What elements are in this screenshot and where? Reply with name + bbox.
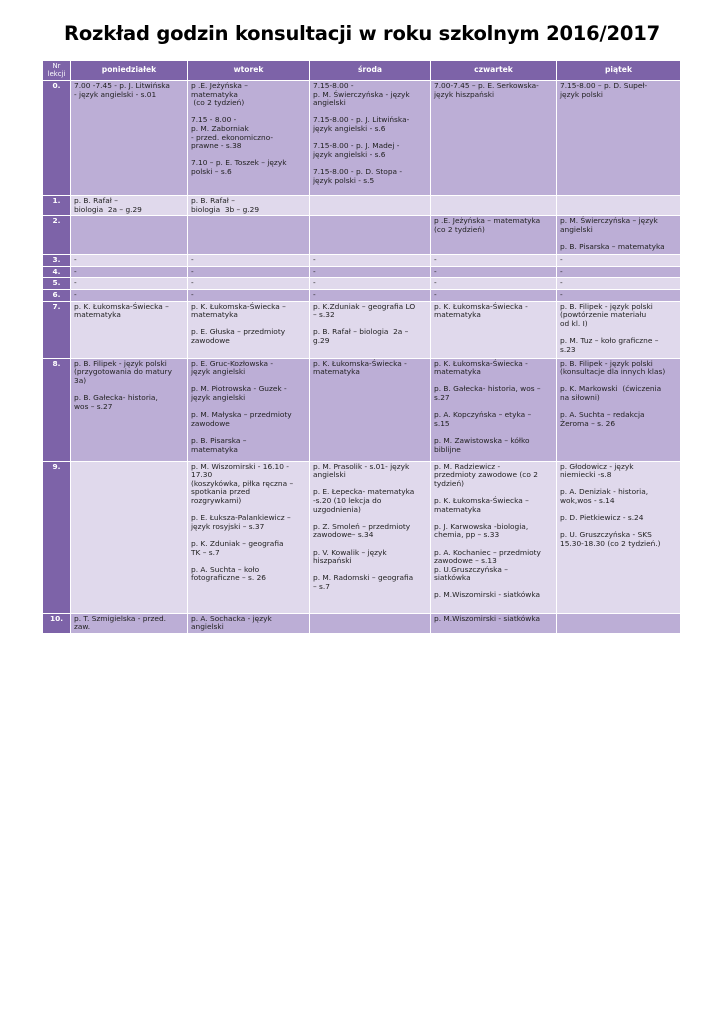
- header-day-thursday: czwartek: [431, 61, 557, 81]
- consultation-text-line: p. A. Kochaniec – przedmioty: [434, 547, 541, 557]
- schedule-row: [43, 461, 681, 613]
- consultation-cell-monday: [71, 613, 188, 633]
- consultation-text-line: -: [191, 278, 194, 288]
- consultation-cell-friday: [557, 278, 681, 290]
- consultation-text-line: na siłowni): [560, 392, 600, 402]
- consultation-text-line: wos – s.27: [74, 401, 113, 411]
- consultation-text-line: p. B. Gałecka- historia, wos –: [434, 384, 541, 394]
- consultation-cell-monday: [71, 216, 188, 255]
- lesson-number: 10.: [43, 613, 71, 633]
- consultation-text-line: -: [560, 266, 563, 276]
- consultation-text-line: (koszykówka, piłka ręczna –: [191, 478, 294, 488]
- consultation-cell-friday: [557, 266, 681, 278]
- consultation-cell-tuesday: [188, 81, 310, 196]
- consultation-text-line: hiszpański: [313, 556, 352, 566]
- consultation-cell-tuesday: [188, 358, 310, 461]
- consultation-text-line: p. M. Zaborniak: [191, 123, 249, 133]
- consultation-text-line: - język angielski - s.01: [74, 89, 157, 99]
- consultation-text-line: matematyka: [191, 444, 238, 454]
- consultation-cell-friday: [557, 358, 681, 461]
- consultation-text-line: p. B. Filipek - język polski: [560, 358, 653, 368]
- lesson-number: 1.: [43, 196, 71, 216]
- consultation-text-line: 7.15-8.00 - p. J. Madej -: [313, 141, 400, 151]
- consultation-text-line: p. T. Szmigielska - przed.: [74, 613, 166, 623]
- consultation-text-line: p. M. Świerczyńska - język: [313, 89, 410, 99]
- consultation-text-line: rozgrywkami): [191, 495, 242, 505]
- consultation-text-line: język rosyjski – s.37: [191, 521, 265, 531]
- consultation-text-line: p. B. Pisarska – matematyka: [560, 241, 665, 251]
- consultation-text-line: - przed. ekonomiczno-: [191, 132, 274, 142]
- consultation-text-line: p. B. Rafał –: [191, 196, 235, 205]
- consultation-text-line: fotograficzne – s. 26: [191, 573, 266, 583]
- consultation-text-line: -: [74, 255, 77, 265]
- lesson-number: 0.: [43, 81, 71, 196]
- consultation-text-line: p. M.Wiszomirski - siatkówka: [434, 613, 540, 623]
- consultation-text-line: angielski: [313, 98, 346, 108]
- consultation-text-line: 7.15-8.00 - p. J. Litwińska-: [313, 115, 410, 125]
- consultation-cell-wednesday: [310, 196, 431, 216]
- consultation-text-line: język angielski - s.6: [313, 123, 386, 133]
- consultation-text-line: p. Głodowicz - język: [560, 461, 634, 471]
- consultation-text-line: p. U.Gruszczyńska –: [434, 564, 508, 574]
- consultation-cell-tuesday: [188, 613, 310, 633]
- consultation-text-line: zawodowe– s.34: [313, 530, 374, 540]
- consultation-text-line: -: [434, 255, 437, 265]
- consultation-text-line: (co 2 tydzień): [191, 98, 245, 108]
- consultation-text-line: zawodowe – s.13: [434, 556, 497, 566]
- consultation-text-line: p. D. Pietkiewicz - s.24: [560, 513, 644, 523]
- consultation-text-line: 7.15 - 8.00 -: [191, 115, 237, 125]
- consultation-text-line: matematyka: [191, 310, 238, 320]
- consultation-cell-friday: [557, 289, 681, 301]
- consultation-text-line: – s.32: [313, 310, 335, 320]
- consultation-text-line: p. E. Łuksza-Palankiewicz –: [191, 513, 291, 523]
- consultation-cell-wednesday: [310, 358, 431, 461]
- consultation-text-line: angielski: [313, 470, 346, 480]
- header-day-tuesday: wtorek: [188, 61, 310, 81]
- consultation-cell-thursday: [431, 216, 557, 255]
- schedule-row: [43, 358, 681, 461]
- consultation-text-line: język polski: [560, 89, 603, 99]
- consultation-text-line: p. B. Rafał –: [74, 196, 118, 205]
- consultation-text-line: -: [434, 266, 437, 276]
- consultation-text-line: język polski - s.5: [313, 175, 375, 185]
- consultation-cell-wednesday: [310, 301, 431, 358]
- consultation-text-line: p. K. Markowski (ćwiczenia: [560, 384, 662, 394]
- consultation-text-line: -: [560, 278, 563, 288]
- schedule-body: [43, 81, 681, 634]
- consultation-text-line: -: [434, 289, 437, 299]
- consultation-text-line: p. M. Radomski – geografia: [313, 573, 414, 583]
- consultation-text-line: p. M. Wiszomirski - 16.10 -: [191, 461, 289, 471]
- consultation-text-line: -: [313, 289, 316, 299]
- consultation-text-line: p. V. Kowalik – język: [313, 547, 387, 557]
- consultation-text-line: p. K. Łukomska-Świecka –: [434, 495, 529, 505]
- schedule-row: [43, 278, 681, 290]
- consultation-cell-monday: [71, 278, 188, 290]
- consultation-text-line: niemiecki -s.8: [560, 470, 612, 480]
- consultation-cell-thursday: [431, 301, 557, 358]
- schedule-row: [43, 613, 681, 633]
- consultation-cell-monday: [71, 289, 188, 301]
- consultation-text-line: p. M. Zawistowska – kółko: [434, 435, 530, 445]
- consultation-text-line: p. J. Karwowska -biologia,: [434, 521, 529, 531]
- consultation-text-line: (konsultacje dla innych klas): [560, 367, 666, 377]
- consultation-cell-thursday: [431, 196, 557, 216]
- consultation-text-line: TK – s.7: [191, 547, 220, 557]
- consultation-text-line: matematyka: [434, 504, 481, 514]
- page-title: Rozkład godzin konsultacji w roku szkolnym 2016/2017: [64, 22, 660, 45]
- consultation-text-line: p. U. Gruszczyńska - SKS: [560, 530, 652, 540]
- consultation-text-line: p. K. Łukomska-Świecka -: [434, 358, 528, 368]
- consultation-cell-friday: [557, 613, 681, 633]
- lesson-number: 7.: [43, 301, 71, 358]
- consultation-text-line: -: [313, 278, 316, 288]
- consultation-text-line: p .E. Jeżyńska –: [191, 81, 248, 90]
- schedule-row: [43, 255, 681, 267]
- consultation-text-line: zawodowe: [191, 335, 230, 345]
- consultation-text-line: -: [74, 278, 77, 288]
- consultation-text-line: -: [74, 266, 77, 276]
- consultation-text-line: p. B. Filipek - język polski: [560, 301, 653, 311]
- consultation-text-line: g.29: [313, 335, 330, 345]
- consultation-cell-friday: [557, 301, 681, 358]
- consultation-text-line: 7.10 – p. E. Toszek – język: [191, 158, 287, 168]
- consultation-text-line: -: [313, 255, 316, 265]
- consultation-cell-tuesday: [188, 278, 310, 290]
- consultation-text-line: zaw.: [74, 622, 91, 632]
- consultation-cell-thursday: [431, 461, 557, 613]
- consultation-text-line: -: [560, 255, 563, 265]
- consultation-text-line: polski – s.6: [191, 166, 232, 176]
- consultation-cell-tuesday: [188, 255, 310, 267]
- consultation-cell-wednesday: [310, 289, 431, 301]
- consultation-cell-thursday: [431, 278, 557, 290]
- consultation-text-line: -s.20 (10 lekcja do: [313, 495, 382, 505]
- consultation-text-line: matematyka: [313, 367, 360, 377]
- consultation-cell-monday: [71, 301, 188, 358]
- consultation-text-line: matematyka: [434, 310, 481, 320]
- consultation-cell-thursday: [431, 358, 557, 461]
- consultation-text-line: 7.15-8.00 - p. D. Stopa -: [313, 166, 403, 176]
- consultation-cell-monday: [71, 266, 188, 278]
- consultation-text-line: biblijne: [434, 444, 461, 454]
- consultation-cell-wednesday: [310, 216, 431, 255]
- consultation-cell-tuesday: [188, 196, 310, 216]
- consultation-text-line: 7.00 -7.45 - p. J. Litwińska: [74, 81, 170, 90]
- consultation-cell-monday: [71, 196, 188, 216]
- consultation-text-line: -: [191, 266, 194, 276]
- consultation-text-line: p. M. Piotrowska - Guzek -: [191, 384, 287, 394]
- schedule-row: [43, 196, 681, 216]
- consultation-text-line: angielski: [191, 622, 224, 632]
- consultation-text-line: p. B. Filipek - język polski: [74, 358, 167, 368]
- consultation-text-line: zawodowe: [191, 418, 230, 428]
- consultation-text-line: 3a): [74, 375, 87, 385]
- consultation-text-line: -: [434, 278, 437, 288]
- consultation-text-line: (przygotowania do matury: [74, 367, 172, 377]
- consultation-text-line: p. M. Prasolik - s.01- język: [313, 461, 410, 471]
- consultation-cell-thursday: [431, 613, 557, 633]
- consultation-text-line: p. B. Pisarska –: [191, 435, 247, 445]
- consultation-text-line: p. M.Wiszomirski - siatkówka: [434, 590, 540, 600]
- consultation-cell-wednesday: [310, 613, 431, 633]
- consultation-text-line: uzgodnienia): [313, 504, 361, 514]
- consultation-cell-tuesday: [188, 301, 310, 358]
- consultation-text-line: -: [191, 289, 194, 299]
- schedule-row: [43, 289, 681, 301]
- consultation-text-line: p. M. Świerczyńska – język: [560, 216, 658, 226]
- consultation-text-line: 15.30-18.30 (co 2 tydzień.): [560, 538, 661, 548]
- consultation-text-line: p. B. Rafał – biologia 2a –: [313, 327, 409, 337]
- lesson-number: 5.: [43, 278, 71, 290]
- consultation-text-line: 7.00-7.45 – p. E. Serkowska-: [434, 81, 539, 90]
- consultation-text-line: p. M. Radziewicz -: [434, 461, 501, 471]
- consultation-text-line: siatkówka: [434, 573, 471, 583]
- consultation-text-line: – s.7: [313, 581, 330, 591]
- consultation-text-line: (co 2 tydzień): [434, 224, 485, 234]
- consultation-text-line: biologia 3b – g.29: [191, 204, 260, 214]
- consultation-text-line: 17.30: [191, 470, 213, 480]
- consultation-cell-wednesday: [310, 461, 431, 613]
- consultation-text-line: wok,wos - s.14: [560, 495, 615, 505]
- header-lesson-number: Nr lekcji: [43, 61, 71, 81]
- consultation-text-line: przedmioty zawodowe (co 2: [434, 470, 538, 480]
- schedule-row: [43, 301, 681, 358]
- lesson-number: 4.: [43, 266, 71, 278]
- consultation-text-line: -: [560, 289, 563, 299]
- consultation-cell-friday: [557, 81, 681, 196]
- consultation-cell-monday: [71, 255, 188, 267]
- schedule-row: [43, 216, 681, 255]
- consultation-text-line: spotkania przed: [191, 487, 251, 497]
- consultation-text-line: (powtórzenie materiału: [560, 310, 647, 320]
- consultation-text-line: matematyka: [434, 367, 481, 377]
- consultation-text-line: p .E. Jeżyńska – matematyka: [434, 216, 541, 226]
- consultation-cell-wednesday: [310, 278, 431, 290]
- consultation-text-line: p. K. Zduniak – geografia: [191, 538, 284, 548]
- consultation-text-line: s.27: [434, 392, 450, 402]
- consultation-text-line: p. A. Kopczyńska – etyka –: [434, 410, 532, 420]
- consultation-cell-tuesday: [188, 266, 310, 278]
- consultation-text-line: p. K. Łukomska-Świecka -: [434, 301, 528, 311]
- consultation-cell-wednesday: [310, 266, 431, 278]
- consultation-text-line: p. A. Suchta – koło: [191, 564, 260, 574]
- consultation-cell-tuesday: [188, 216, 310, 255]
- consultation-cell-monday: [71, 81, 188, 196]
- consultation-text-line: język angielski: [191, 367, 246, 377]
- consultation-text-line: język hiszpański: [434, 89, 495, 99]
- consultation-text-line: p. E. Gruc-Kozłowska -: [191, 358, 274, 368]
- lesson-number: 8.: [43, 358, 71, 461]
- lesson-number: 9.: [43, 461, 71, 613]
- header-row: [43, 61, 681, 81]
- consultation-text-line: biologia 2a – g.29: [74, 204, 142, 214]
- consultation-text-line: matematyka: [74, 310, 121, 320]
- consultation-text-line: język angielski: [191, 392, 246, 402]
- consultation-text-line: p. E. Łepecka- matematyka: [313, 487, 415, 497]
- lesson-number: 3.: [43, 255, 71, 267]
- header-day-monday: poniedziałek: [71, 61, 188, 81]
- consultation-text-line: matematyka: [191, 89, 238, 99]
- schedule-row: [43, 266, 681, 278]
- consultation-cell-monday: [71, 461, 188, 613]
- consultation-cell-friday: [557, 461, 681, 613]
- consultation-text-line: p. K.Zduniak – geografia LO: [313, 301, 416, 311]
- consultation-cell-friday: [557, 196, 681, 216]
- consultation-cell-thursday: [431, 289, 557, 301]
- consultation-text-line: Żeroma – s. 26: [560, 418, 616, 428]
- schedule-row: [43, 81, 681, 196]
- consultation-text-line: -: [313, 266, 316, 276]
- consultation-cell-monday: [71, 358, 188, 461]
- consultation-cell-friday: [557, 216, 681, 255]
- consultation-text-line: p. Z. Smoleń – przedmioty: [313, 521, 411, 531]
- consultation-text-line: p. E. Głuska – przedmioty: [191, 327, 286, 337]
- consultation-text-line: angielski: [560, 224, 593, 234]
- consultation-text-line: 7.15-8.00 -: [313, 81, 354, 90]
- consultation-cell-tuesday: [188, 289, 310, 301]
- consultation-text-line: p. B. Gałecka- historia,: [74, 392, 158, 402]
- header-day-friday: piątek: [557, 61, 681, 81]
- consultation-text-line: p. M. Tuz – koło graficzne –: [560, 335, 659, 345]
- consultation-text-line: p. K. Łukomska-Świecka –: [191, 301, 286, 311]
- consultation-text-line: s.23: [560, 344, 576, 354]
- consultation-text-line: p. A. Sochacka - język: [191, 613, 272, 623]
- consultation-cell-wednesday: [310, 255, 431, 267]
- header-day-wednesday: środa: [310, 61, 431, 81]
- consultation-cell-wednesday: [310, 81, 431, 196]
- consultation-text-line: p. M. Małyska – przedmioty: [191, 410, 292, 420]
- consultation-text-line: p. A. Suchta – redakcja: [560, 410, 645, 420]
- consultation-text-line: prawne - s.38: [191, 141, 242, 151]
- consultation-text-line: -: [74, 289, 77, 299]
- consultation-text-line: s.15: [434, 418, 450, 428]
- consultation-cell-tuesday: [188, 461, 310, 613]
- consultation-text-line: język angielski - s.6: [313, 149, 386, 159]
- consultation-text-line: p. A. Deniziak - historia,: [560, 487, 649, 497]
- consultation-text-line: chemia, pp – s.33: [434, 530, 500, 540]
- consultation-text-line: p. K. Łukomska-Świecka –: [74, 301, 169, 311]
- consultation-text-line: od kl. I): [560, 318, 588, 328]
- consultation-text-line: tydzień): [434, 478, 465, 488]
- consultation-text-line: 7.15-8.00 – p. D. Supeł-: [560, 81, 648, 90]
- consultation-cell-thursday: [431, 255, 557, 267]
- lesson-number: 2.: [43, 216, 71, 255]
- consultation-cell-thursday: [431, 266, 557, 278]
- consultation-text-line: p. K. Łukomska-Świecka -: [313, 358, 407, 368]
- consultation-cell-thursday: [431, 81, 557, 196]
- consultation-cell-friday: [557, 255, 681, 267]
- consultation-schedule-table: [42, 60, 681, 634]
- consultation-text-line: -: [191, 255, 194, 265]
- lesson-number: 6.: [43, 289, 71, 301]
